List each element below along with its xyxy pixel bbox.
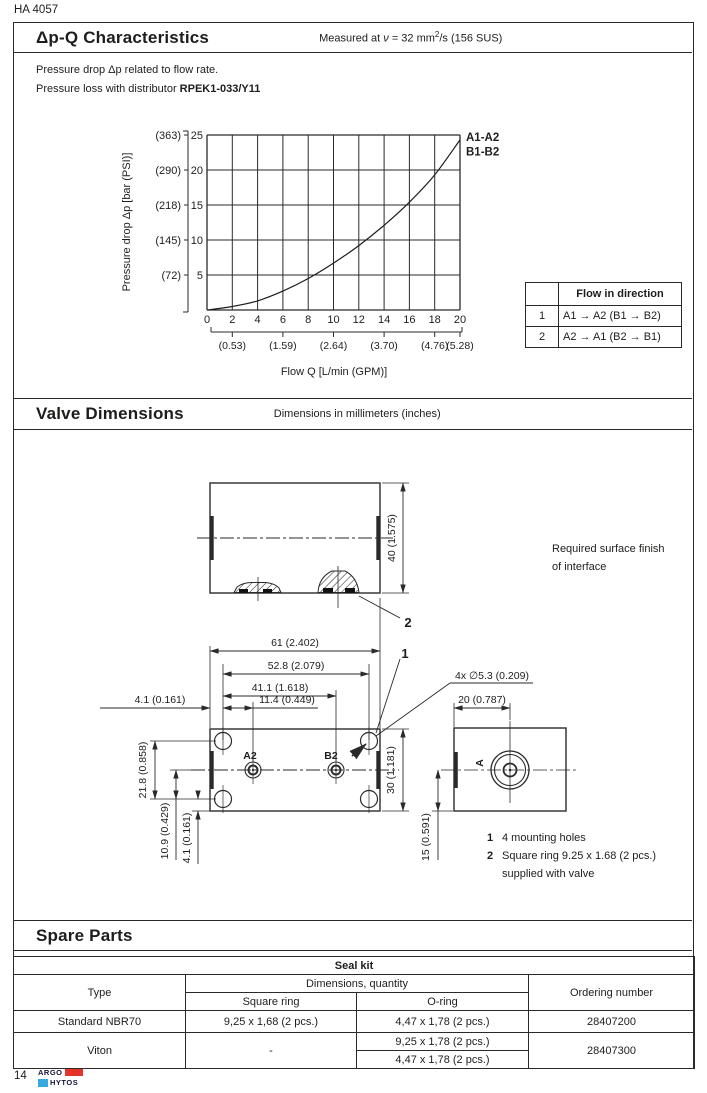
dim-21-8: 21.8 (0.858) (137, 741, 149, 799)
viton-type: Viton (14, 1033, 186, 1069)
svg-text:18: 18 (428, 314, 441, 326)
svg-text:10: 10 (327, 314, 340, 326)
logo-text-argo: ARGO (38, 1068, 63, 1077)
measured-at-note: Measured at ν = 32 $mm^2/s$ (156 SUS) (319, 30, 503, 45)
viton-order: 28407300 (529, 1033, 695, 1069)
col-header-o-ring: O-ring (357, 993, 529, 1011)
nbr-square: 9,25 x 1,68 (2 pcs.) (186, 1011, 357, 1033)
spare-parts-title-band (13, 920, 692, 951)
note-2-cont: supplied with valve (502, 868, 595, 880)
svg-text:(72): (72) (161, 270, 181, 282)
svg-text:6: 6 (279, 314, 286, 326)
table-row (14, 1033, 695, 1051)
dp-q-chart (80, 118, 640, 396)
seal-kit-header: Seal kit (14, 957, 695, 975)
dpq-title-band (13, 22, 692, 53)
logo-text-hytos: HYTOS (50, 1078, 79, 1087)
svg-text:14: 14 (377, 314, 391, 326)
viton-square: - (186, 1033, 357, 1069)
dpq-section-title: Δp-Q Characteristics (36, 27, 210, 47)
flow-row1-dir: A1 → A2 (B1 → B2) (559, 306, 682, 327)
svg-text:(363): (363) (155, 130, 181, 142)
svg-text:25: 25 (190, 130, 203, 142)
valve-side-view (197, 483, 409, 618)
page-number: 14 (14, 1070, 27, 1082)
svg-text:8: 8 (305, 314, 312, 326)
svg-text:(4.76): (4.76) (420, 340, 449, 352)
svg-text:16: 16 (403, 314, 416, 326)
para-line-1: Pressure drop Δp related to flow rate. (36, 64, 219, 76)
logo-blue-block (38, 1079, 48, 1087)
table-row (14, 1011, 695, 1033)
svg-text:Pressure drop Δp [bar (PSI)]: Pressure drop Δp [bar (PSI)] (121, 152, 133, 292)
col-header-ordering: Ordering number (529, 975, 695, 1011)
svg-text:(3.70): (3.70) (370, 340, 398, 352)
flow-row2-dir: A2 → A1 (B2 → B1) (559, 327, 682, 348)
viton-oring-1: 9,25 x 1,78 (2 pcs.) (357, 1033, 529, 1051)
doc-number: HA 4057 (14, 4, 59, 16)
nbr-oring: 4,47 x 1,78 (2 pcs.) (357, 1011, 529, 1033)
intro-paragraph (36, 61, 260, 99)
svg-text:20: 20 (453, 314, 467, 326)
flow-direction-table (525, 282, 682, 348)
argo-hytos-logo (38, 1068, 83, 1087)
svg-text:A1-A2: A1-A2 (466, 132, 500, 144)
col-header-square-ring: Square ring (186, 993, 357, 1011)
dim-20: 20 (0.787) (458, 694, 506, 706)
svg-text:20: 20 (190, 165, 203, 177)
mounting-holes-callout: 4x ∅5.3 (0.209) (455, 670, 529, 682)
flow-header: Flow in direction (559, 283, 682, 306)
svg-text:12: 12 (352, 314, 365, 326)
port-a-label: A (474, 759, 486, 767)
svg-text:(2.64): (2.64) (319, 340, 348, 352)
nbr-order: 28407200 (529, 1011, 695, 1033)
dim-4-1-h: 4.1 (0.161) (134, 694, 186, 706)
svg-text:(145): (145) (155, 235, 181, 247)
svg-text:4: 4 (254, 314, 261, 326)
dim-52-8: 52.8 (2.079) (267, 660, 325, 672)
dim-30: 30 (1.181) (385, 746, 397, 794)
valve-section-title: Valve Dimensions (36, 404, 184, 423)
surface-finish-note: Required surface finish of interface (552, 543, 665, 573)
nbr-type: Standard NBR70 (14, 1011, 186, 1033)
svg-text:0: 0 (203, 314, 211, 326)
svg-text:(290): (290) (155, 165, 181, 177)
para-line-2: Pressure loss with distributor RPEK1-033/Y11 (36, 83, 261, 95)
dim-40: 40 (1.575) (386, 514, 398, 562)
spare-parts-title: Spare Parts (36, 925, 133, 945)
svg-text:10: 10 (190, 235, 203, 247)
dim-4-1-v: 4.1 (0.161) (181, 812, 193, 864)
dim-61: 61 (2.402) (271, 637, 319, 649)
svg-text:(0.53): (0.53) (218, 340, 247, 352)
svg-text:(5.28): (5.28) (446, 340, 474, 352)
svg-text:(1.59): (1.59) (269, 340, 297, 352)
note-2: 2 Square ring 9.25 x 1.68 (2 pcs.) (487, 850, 657, 862)
flow-row2-num: 2 (526, 327, 559, 348)
dimensions-note: Dimensions in millimeters (inches) (273, 408, 441, 420)
svg-text:Flow Q [L/min (GPM)]: Flow Q [L/min (GPM)] (280, 366, 388, 378)
svg-text:B1-B2: B1-B2 (466, 146, 500, 159)
dim-11-4: 11.4 (0.449) (259, 694, 315, 706)
drawing-notes (487, 829, 656, 883)
port-b2-label: B2 (324, 750, 338, 762)
dim-15: 15 (0.591) (420, 813, 432, 861)
flow-header-empty (526, 283, 559, 306)
svg-text:5: 5 (196, 270, 203, 282)
table-row (526, 327, 682, 348)
viton-oring-2: 4,47 x 1,78 (2 pcs.) (357, 1051, 529, 1069)
flow-row1-num: 1 (526, 306, 559, 327)
seal-kit-table (13, 956, 695, 1069)
table-row (526, 306, 682, 327)
logo-red-block (65, 1069, 83, 1076)
ref-1-label: 1 (401, 646, 409, 661)
svg-text:15: 15 (190, 200, 203, 212)
dim-41-1: 41.1 (1.618) (251, 682, 309, 694)
ref-2-label: 2 (404, 615, 412, 630)
svg-text:2: 2 (229, 314, 236, 326)
svg-text:(218): (218) (155, 200, 181, 212)
col-header-type: Type (14, 975, 186, 1011)
dim-10-9: 10.9 (0.429) (159, 802, 171, 860)
port-a2-label: A2 (243, 750, 257, 762)
note-1: 1 4 mounting holes (487, 832, 586, 844)
valve-title-band (13, 398, 692, 430)
col-header-dimensions: Dimensions, quantity (186, 975, 529, 993)
